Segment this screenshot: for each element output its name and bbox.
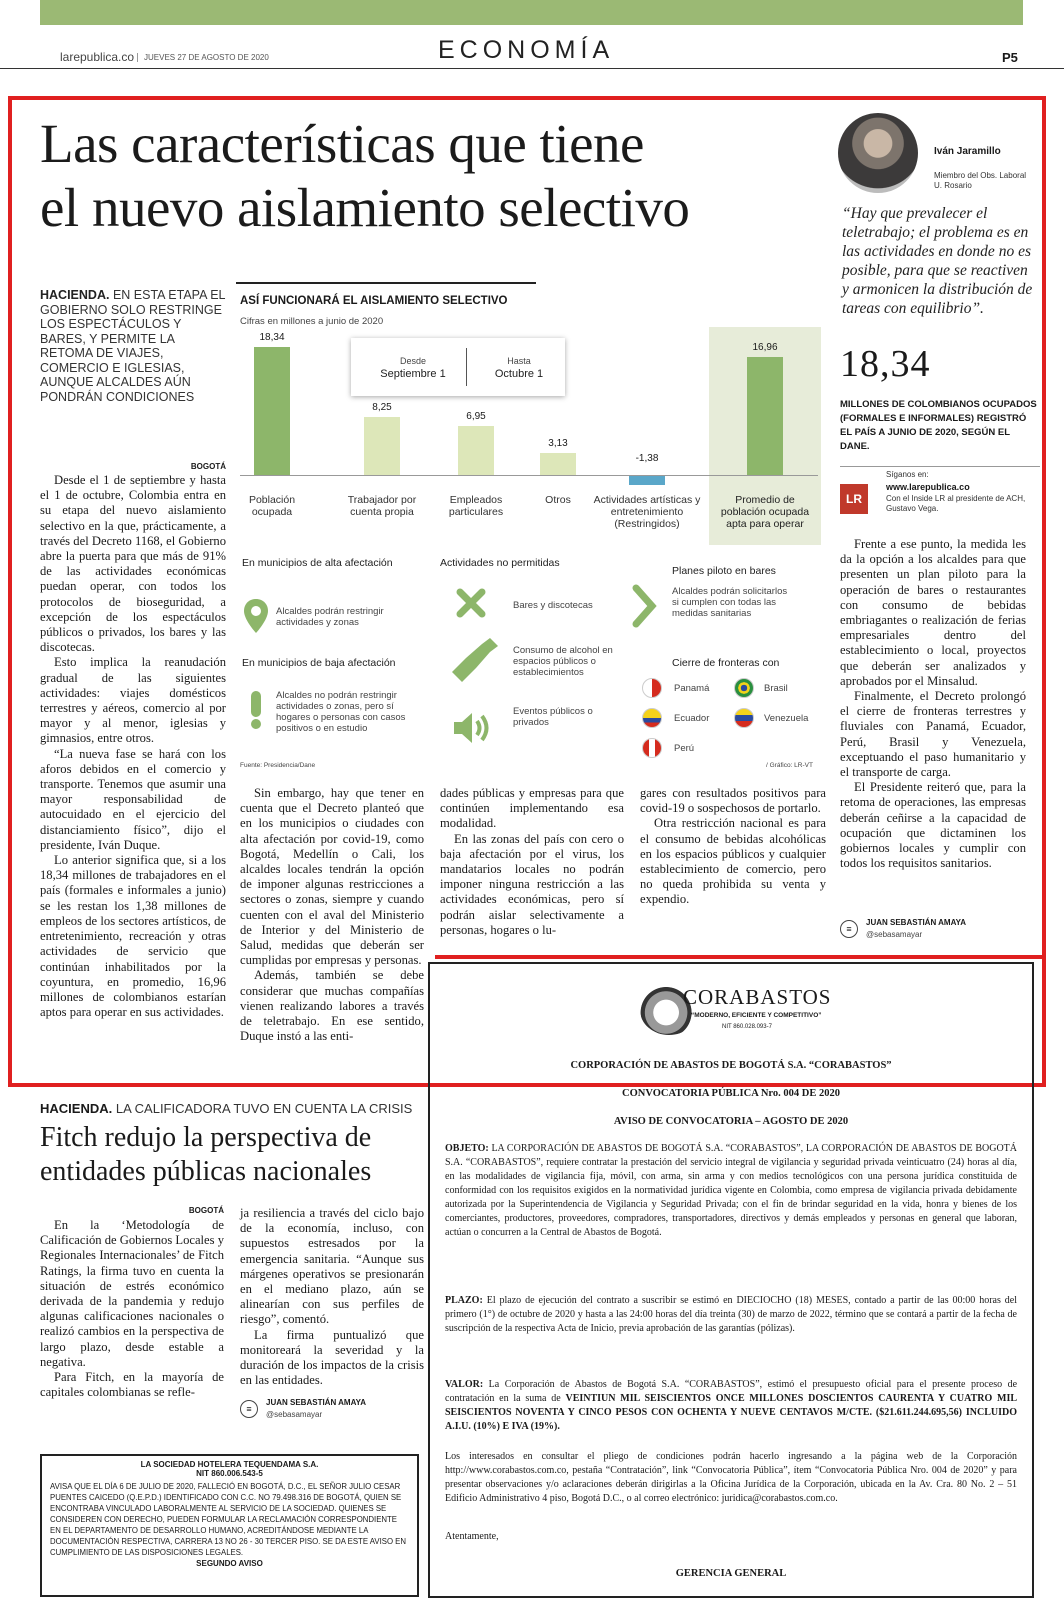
corabastos-nit: NIT 860.028.093-7 <box>722 1024 772 1030</box>
category-label: Trabajador por cuenta propia <box>347 494 417 518</box>
paragraph: Además, también se debe considerar que muchas compañías vienen realizando labores a través de teletrabajo. En ese sentido, Duque instó a las enti- <box>240 968 424 1044</box>
paragraph: Finalmente, el Decreto prolongó el cierre de fronteras terrestres y fluviales con Panamá, Ecuador, Perú, Brasil y Venezuela, exceptuando el paso humanitario y el transporte de carga. <box>840 689 1026 780</box>
paragraph: El Presidente reiteró que, para la retoma de operaciones, las empresas deberán ceñirse a la capacidad de ocupación que dictaminen los gobiernos locales y cumplir con todos los requisitos sanitarios. <box>840 780 1026 871</box>
category-label: Actividades artísticas y entretenimiento (Restringidos) <box>593 494 701 530</box>
fitch-kicker-label: HACIENDA. <box>40 1101 113 1116</box>
legend-from <box>363 356 463 380</box>
corabastos-heading-3: AVISO DE CONVOCATORIA – AGOSTO DE 2020 <box>613 1116 849 1127</box>
fitch-author-handle[interactable]: @sebasamayar <box>266 1410 323 1419</box>
speaker-icon <box>452 710 492 751</box>
header-rule <box>0 68 1064 69</box>
chart-baseline <box>240 475 818 476</box>
article-headline <box>40 112 800 240</box>
bar <box>540 453 576 475</box>
paragraph: “La nueva fase se hará con los aforos debidos en el comercio y transporte. Tenemos que asumir una mayor responsabilidad de autocuidado en el ejercicio del distanciamiento físico”, dijo el presidente, Iván Duque. <box>40 746 226 852</box>
legend-from-label: Desde <box>399 356 426 366</box>
bar-value-label: 3,13 <box>548 438 568 450</box>
section-title: ECONOMÍA <box>438 36 615 64</box>
notice-body: AVISA QUE EL DÍA 6 DE JULIO DE 2020, FALLECIÓ EN BOGOTÁ, D.C., EL SEÑOR JULIO CESAR PUENTES CAICEDO (Q.E.P.D.) IDENTIFICADO CON C.C. NO 79.498.316 DE BOGOTÁ, QUIEN SE ENCONTRABA VINCULADO LABORALMENTE AL SERVICIO DE LA SOCIEDAD. QUIENES SE CONSIDEREN CON DERECHO, PUEDEN FORMULAR LA RECLAMACIÓN CORRESPONDIENTE EN EL DEPARTAMENTO DE DESARROLLO HUMANO, ACREDITÁNDOSE MEDIANTE LA DOCUMENTACIÓN RESPECTIVA, CARRERA 13 NO 26 - 30 TERCER PISO. SE DA ESTE AVISO EN CUMPLIMIENTO DE LAS DISPOSICIONES LEGALES. <box>50 1482 407 1557</box>
fitch-column-1 <box>40 1218 224 1400</box>
chart-source: Fuente: Presidencia/Dane <box>240 762 316 769</box>
fitch-kicker-text: LA CALIFICADORA TUVO EN CUENTA LA CRISIS <box>115 1101 413 1116</box>
corabastos-heading-2: CONVOCATORIA PÚBLICA Nro. 004 DE 2020 <box>622 1088 840 1099</box>
fitch-column-2 <box>240 1206 424 1388</box>
bar <box>458 426 494 475</box>
fitch-headline-line-2: entidades públicas nacionales <box>40 1156 372 1187</box>
legend-from-value: Septiembre 1 <box>380 368 446 380</box>
chat-bubble-icon: ≡ <box>840 920 858 938</box>
paragraph: Para Fitch, en la mayoría de capitales colombianas se refle- <box>40 1370 224 1400</box>
high-impact-title: En municipios de alta afectación <box>242 557 393 569</box>
quote-person-role: Miembro del Obs. Laboral U. Rosario <box>934 171 1027 190</box>
paragraph: gares con resultados positivos para covid-19 o sospechosos de portarlo. <box>640 786 826 816</box>
quote-person-name: Iván Jaramillo <box>934 146 1001 157</box>
big-number-caption: MILLONES DE COLOMBIANOS OCUPADOS (FORMALES E INFORMALES) REGISTRÓ EL PAÍS A JUNIO DE 2020, SEGÚN EL DANE. <box>840 399 1037 452</box>
big-number: 18,34 <box>840 343 931 385</box>
chat-bubble-icon: ≡ <box>240 1400 258 1418</box>
paragraph: Desde el 1 de septiembre y hasta el 1 de octubre, Colombia entra en su etapa del nuevo aislamiento selectivo en la que, prácticamente, a través del Decreto 1168, el Gobierno abre la puerta para que más de 91% de las actividades económicas puedan operar, con todos los protocolos de bioseguridad, a excepción de los espectáculos públicos o privados, los bares y las discotecas. <box>40 473 226 655</box>
article-column-5 <box>840 537 1026 871</box>
paragraph: En las zonas del país con cero o baja afectación por el virus, los mandatarios locales no podrán imponer ninguna restricción a las actividades económicas, pero sí podrán aislar selectivamente a personas, hogares o lu- <box>440 831 624 937</box>
paragraph: Esto implica la reanudación gradual de las siguientes actividades: viajes domésticos terrestres y aéreos, comercio al por mayor y al menor, iglesias y gimnasios, entre otros. <box>40 655 226 746</box>
corabastos-objeto <box>445 1142 1017 1240</box>
article-column-3 <box>440 786 624 938</box>
issue-date: JUEVES 27 DE AGOSTO DE 2020 <box>137 53 269 62</box>
chart-subtitle: Cifras en millones a junio de 2020 <box>240 316 384 327</box>
peru-flag-icon <box>642 738 662 758</box>
paragraph: Sin embargo, hay que tener en cuenta que el Decreto planteó que en los municipios o ciudades con alta afectación por covid-19, como Bogotá, Medellín o Cali, los alcaldes locales tendrán la opción de imponer algunas restricciones a sectores o zonas, siempre y cuando cuenten con el aval del Ministerio de Interior y del Ministerio de Salud, medidas que deberán ser cumplidas por empresas y personas. <box>240 786 424 968</box>
follow-label: Síganos en: <box>886 470 929 479</box>
borders-title: Cierre de fronteras con <box>672 657 780 669</box>
chart-credit: / Gráfico: LR-VT <box>766 762 813 769</box>
bar-value-label: 18,34 <box>259 332 285 343</box>
bar <box>254 347 290 475</box>
category-label: Otros <box>545 494 571 506</box>
chevron-right-icon <box>632 584 658 633</box>
article-column-4 <box>640 786 826 908</box>
panama-flag-icon <box>642 678 662 698</box>
pilot-title: Planes piloto en bares <box>672 565 776 577</box>
notice-nit: NIT 860.006.543-5 <box>196 1469 263 1478</box>
paragraph: Lo anterior significa que, si a los 18,34 millones de trabajadores en el país (formales e informales a junio) se les restan los 1,38 millones de empleos de los sectores artísticos, de entretenimiento, recreación y otras actividades de servicio que continúan inhabilitados por la coyuntura, en promedio, 16,96 millones de colombianos estarían aptos para operar en sus actividades. <box>40 853 226 1020</box>
highlight-frame-edge <box>435 955 1046 959</box>
corabastos-signature: GERENCIA GENERAL <box>675 1568 787 1579</box>
fitch-author-name: JUAN SEBASTIÁN AMAYA <box>266 1398 367 1407</box>
country-label: Perú <box>674 743 695 754</box>
banned-item: Eventos públicos o privados <box>513 706 593 728</box>
bar-value-label: -1,38 <box>635 453 659 464</box>
bar <box>364 417 400 475</box>
x-icon <box>456 588 486 623</box>
site-name: larepublica.co <box>60 50 135 64</box>
banned-title: Actividades no permitidas <box>440 557 560 569</box>
corabastos-valor <box>445 1378 1017 1434</box>
country-label: Brasil <box>764 683 788 694</box>
valor-text: La Corporación de Abastos de Bogotá S.A. “CORABASTOS”, estimó el presupuesto oficial para el presente proceso de contratación en la suma de <box>445 1379 1018 1404</box>
corabastos-closing: Atentamente, <box>445 1531 499 1542</box>
notice-footer: SEGUNDO AVISO <box>196 1559 263 1568</box>
fitch-headline-line-1: Fitch redujo la perspectiva de <box>40 1122 372 1153</box>
ecuador-flag-icon <box>642 708 662 728</box>
bar-value-label: 8,25 <box>372 402 392 414</box>
paragraph: Otra restricción nacional es para el consumo de bebidas alcohólicas en los espacios públicos y cualquier establecimiento de comercio, pero no queda prohibida su venta y expendio. <box>640 816 826 907</box>
low-impact-title: En municipios de baja afectación <box>242 657 396 669</box>
corabastos-interesados: Los interesados en consultar el pliego de condiciones podrán hacerlo ingresando a la página web de la Corporación http://www.corabastos.com.co, pestaña “Contratación”, link “Convocatoria Pública”, ítem “Convocatoria Pública Nro. 004 de 2020” y para presentar observaciones y/o aclaraciones deberán dirigirlas a la Oficina Jurídica de la Corporación, ubicada en la Av. Cra. 80 No. 2 – 51 Edificio Administrativo 4 piso, Bogotá D.C., o al correo electrónico: juridica@corabastos.com.co. <box>445 1451 1017 1504</box>
paragraph: La firma puntualizó que monitoreará la severidad y la duración de los impactos de la crisis en las entidades. <box>240 1327 424 1388</box>
article-kicker <box>40 288 230 404</box>
page-number: P5 <box>1002 50 1018 65</box>
category-label: Población ocupada <box>248 494 296 518</box>
article-column-1 <box>40 473 226 1020</box>
exclamation-icon <box>246 690 266 735</box>
country-label: Ecuador <box>674 713 710 724</box>
bar <box>629 475 665 485</box>
chart-title: ASÍ FUNCIONARÁ EL AISLAMIENTO SELECTIVO <box>240 295 508 307</box>
legend-to <box>469 356 569 380</box>
category-label: Empleados particulares <box>448 494 504 518</box>
fitch-dateline: BOGOTÁ <box>188 1206 224 1215</box>
paragraph: dades públicas y empresas para que continúen implementando esa modalidad. <box>440 786 624 831</box>
legend-to-label: Hasta <box>507 356 531 366</box>
legend-to-value: Octubre 1 <box>494 368 544 380</box>
article-dateline: BOGOTÁ <box>190 462 226 471</box>
country-label: Venezuela <box>764 713 809 724</box>
banned-item: Consumo de alcohol en espacios públicos o establecimientos <box>513 645 613 678</box>
bottle-icon <box>450 636 500 689</box>
corabastos-brand: CORABASTOS <box>683 985 832 1009</box>
valor-label: VALOR: <box>445 1379 484 1390</box>
pilot-text: Alcaldes podrán solicitarlos si cumplen con todas las medidas sanitarias <box>672 586 788 619</box>
high-impact-text: Alcaldes podrán restringir actividades y zonas <box>276 606 384 628</box>
notice-title: LA SOCIEDAD HOTELERA TEQUENDAMA S.A. <box>140 1460 319 1469</box>
valor-amount: VEINTIUN MIL SEISCIENTOS ONCE MILLONES DOSCIENTOS CAURENTA Y CUATRO MIL SEISCIENTOS NOVENTA Y CINCO PESOS CON OCHENTA Y NUEVE CENTAVOS M/CTE. ($21.611.244.695,56) INCLUIDO A.I.U. (10%) E IVA (19%). <box>445 1393 1018 1432</box>
paragraph: ja resiliencia a través del ciclo bajo de la economía, incluso, con supuestos estresados por la emergencia sanitaria. “Aunque sus márgenes operativos se presionarán en el mediano plazo, aún se alinearían con sus perfiles de riesgo”, comentó. <box>240 1206 424 1327</box>
objeto-label: OBJETO: <box>445 1143 489 1154</box>
corabastos-plazo <box>445 1294 1017 1336</box>
fitch-headline <box>40 1121 420 1189</box>
fitch-kicker <box>40 1101 412 1116</box>
headline-line-2: el nuevo aislamiento selectivo <box>40 177 690 238</box>
corabastos-slogan: “MODERNO, EFICIENTE Y COMPETITIVO” <box>691 1012 822 1019</box>
country-label: Panamá <box>674 683 710 694</box>
corabastos-heading-1: CORPORACIÓN DE ABASTOS DE BOGOTÁ S.A. “CORABASTOS” <box>570 1060 892 1071</box>
pull-quote: “Hay que prevalecer el teletrabajo; el problema es en las actividades en donde no es posible, para que se reactiven y armonicen la distribución de tareas con equilibrio”. <box>842 205 1033 317</box>
paragraph: Frente a ese punto, la medida les da la opción a los alcaldes para que presenten un plan piloto para la operación de bares o restaurantes con consumo de bebidas embriagantes o realización de ferias empresariales dentro del establecimiento o local, proyectos que deberán ser analizados y aprobados por el Minsalud. <box>840 537 1026 688</box>
category-label: Promedio de población ocupada apta para operar <box>720 494 810 530</box>
location-pin-icon <box>242 598 270 639</box>
avatar <box>838 113 918 193</box>
legend-divider <box>466 348 467 386</box>
venezuela-flag-icon <box>734 708 754 728</box>
kicker-text: EN ESTA ETAPA EL GOBIERNO SOLO RESTRINGE LOS ESPECTÁCULOS Y BARES, Y PERMITE LA RETOMA DE VIAJES, COMERCIO E IGLESIAS, AUNQUE ALCALDES AÚN PONDRÁN CONDICIONES <box>40 288 226 404</box>
tequendama-notice <box>40 1454 419 1597</box>
headline-line-1: Las características que tiene <box>40 113 644 174</box>
site-link[interactable]: www.larepublica.co <box>886 482 970 492</box>
plazo-label: PLAZO: <box>445 1295 483 1306</box>
kicker-label: HACIENDA. <box>40 288 110 302</box>
author-handle[interactable]: @sebasamayar <box>866 930 923 939</box>
chart-title-rule <box>236 282 536 284</box>
paragraph: En la ‘Metodología de Calificación de Gobiernos Locales y Regionales Internacionales’ de Fitch Ratings, la firma tuvo en cuenta la situación de estrés económico derivada de la pandemia y redujo algunas calificaciones nacionales o realizó cambios en la perspectiva de largo plazo, desde estable a negativa. <box>40 1218 224 1369</box>
top-color-bar <box>40 0 1023 25</box>
objeto-text: LA CORPORACIÓN DE ABASTOS DE BOGOTÁ S.A. “CORABASTOS”, LA CORPORACIÓN DE ABASTOS DE BOGOTÁ S.A. “CORABASTOS”, requiere contratar la prestación del servicio integral de vigilancia y seguridad privada veinticuatro (24) horas al día, en las modalidades de vigilancia fija, móvil, con arma, sin arma y con medios tecnológicos con una persona jurídica constituida de conformidad con los requisitos exigidos en la normatividad jurídica vigente en Colombia, como empresa de vigilancia privada debidamente autorizada por la Superintendencia de Vigilancia y Seguridad Privada; con el fin de brindar seguridad en la vida, honra y bienes de los comerciantes, productores, proveedores, compradores, transportadores, directivos y demás empleados y personas en general que laboran, actúan o concurren a la Central de Abastos de Bogotá. <box>445 1143 1018 1238</box>
bar <box>747 357 783 475</box>
plazo-text: El plazo de ejecución del contrato a suscribir se estimó en DIECIOCHO (18) MESES, contado a partir de las 00:00 horas del primero (1°) de octubre de 2020 y hasta a las 24:00 horas del día treinta (30) de marzo de 2022, término que se contará a partir de la fecha de suscripción de la respectiva Acta de Inicio, previa aprobación de las garantías (pólizas). <box>445 1295 1018 1334</box>
brazil-flag-icon <box>734 678 754 698</box>
banned-item: Bares y discotecas <box>513 600 593 611</box>
bar-value-label: 6,95 <box>466 411 486 423</box>
author-name: JUAN SEBASTIÁN AMAYA <box>866 918 967 927</box>
low-impact-text: Alcaldes no podrán restringir actividades o zonas, pero sí hogares o personas con casos positivos o en estudio <box>276 690 406 734</box>
lr-promo-text: Con el Inside LR al presidente de ACH, Gustavo Vega. <box>886 494 1026 513</box>
lr-logo: LR <box>840 484 868 514</box>
bar-value-label: 16,96 <box>752 341 778 353</box>
article-column-2 <box>240 786 424 1044</box>
